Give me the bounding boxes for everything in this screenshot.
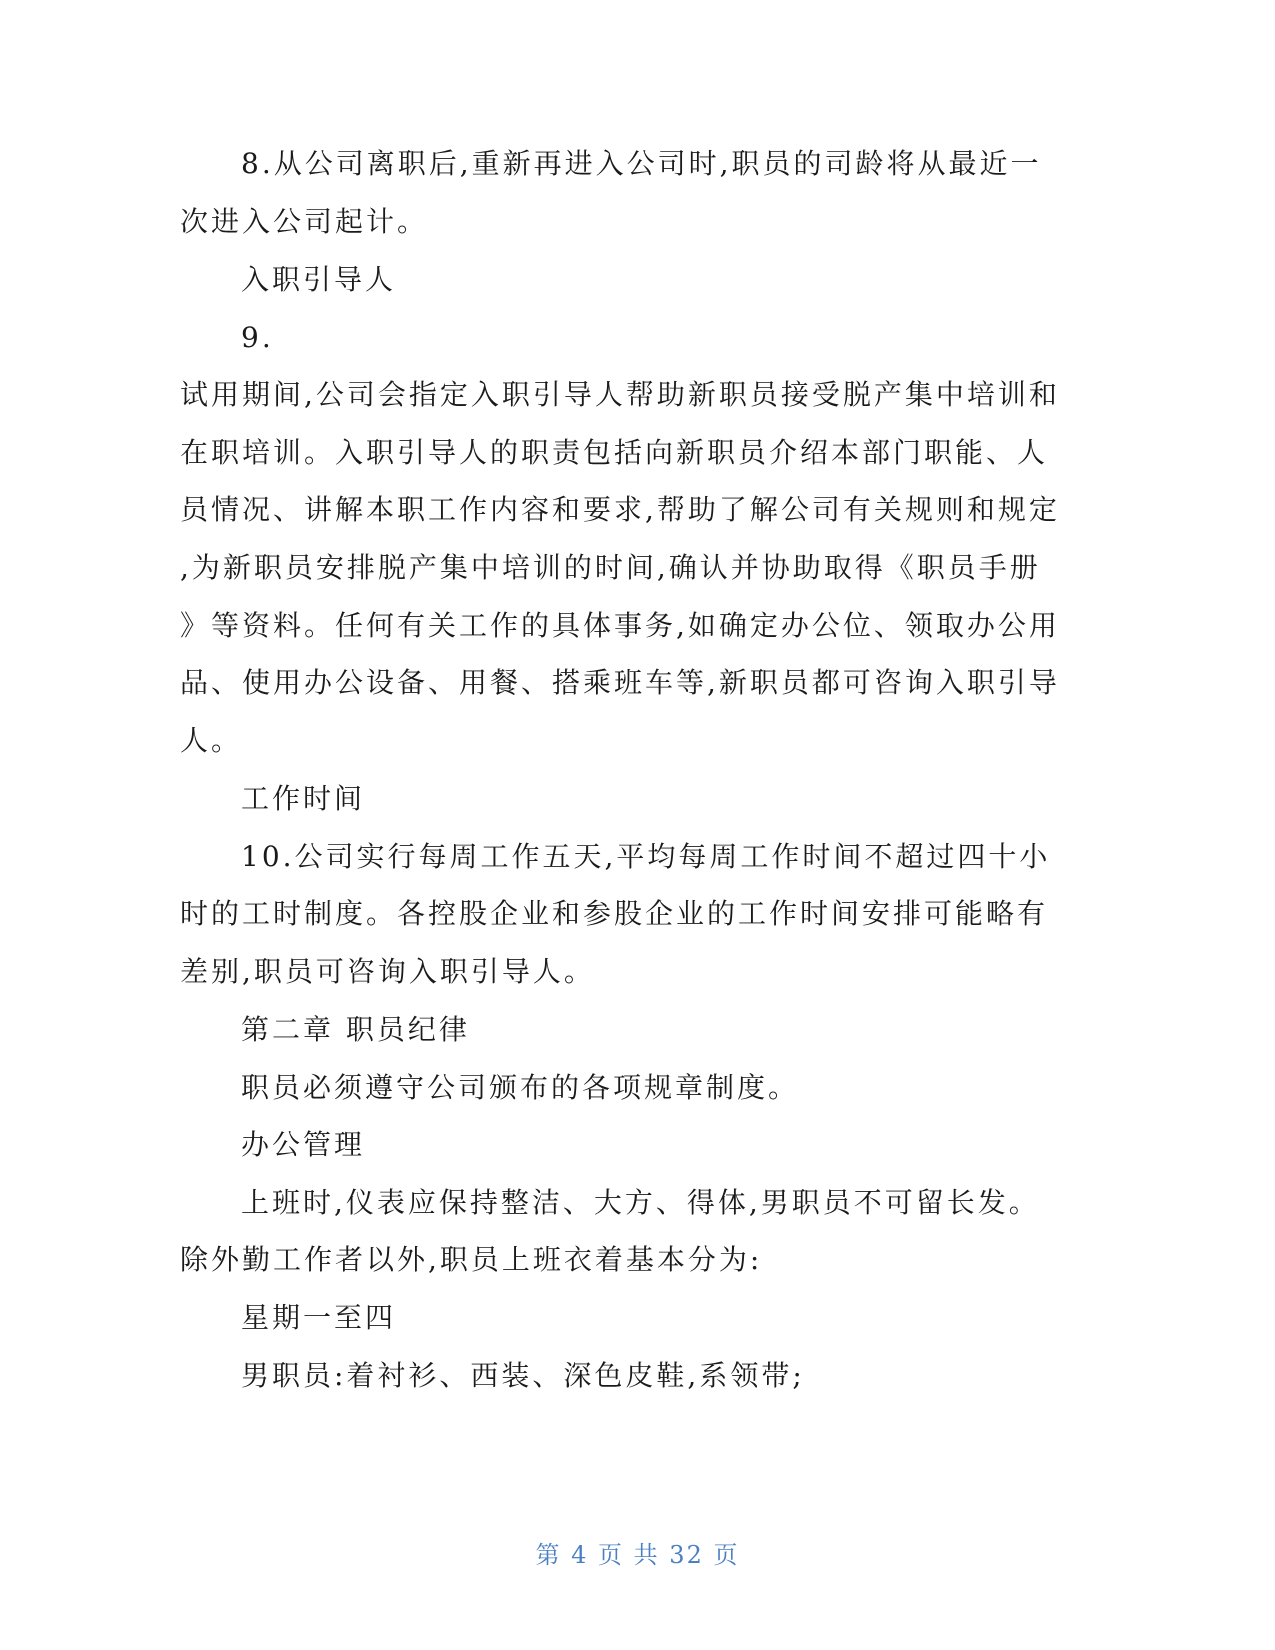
item-number: 9.	[241, 321, 274, 354]
section-heading: 办公管理	[241, 1128, 366, 1161]
section-heading: 入职引导人	[241, 263, 397, 296]
text-line: 除外勤工作者以外,职员上班衣着基本分为:	[180, 1243, 763, 1276]
text-line: 男职员:着衬衫、西装、深色皮鞋,系领带;	[241, 1359, 805, 1392]
text-line: 次进入公司起计。	[180, 205, 429, 238]
text-line: 8.从公司离职后,重新再进入公司时,职员的司龄将从最近一	[241, 147, 1042, 180]
page-number-footer: 第 4 页 共 32 页	[535, 1541, 740, 1569]
text-line: 时的工时制度。各控股企业和参股企业的工作时间安排可能略有	[180, 897, 1049, 930]
text-line: 10.公司实行每周工作五天,平均每周工作时间不超过四十小	[241, 840, 1051, 873]
text-line: 职员必须遵守公司颁布的各项规章制度。	[241, 1071, 800, 1104]
text-line: 试用期间,公司会指定入职引导人帮助新职员接受脱产集中培训和	[180, 378, 1060, 411]
text-line: 》等资料。任何有关工作的具体事务,如确定办公位、领取办公用	[180, 609, 1060, 642]
text-line: 差别,职员可咨询入职引导人。	[180, 955, 595, 988]
section-heading: 工作时间	[241, 782, 366, 815]
text-line: 在职培训。入职引导人的职责包括向新职员介绍本部门职能、人	[180, 436, 1049, 469]
text-line: 星期一至四	[241, 1301, 397, 1334]
chapter-heading: 第二章 职员纪律	[241, 1013, 470, 1046]
text-line: 上班时,仪表应保持整洁、大方、得体,男职员不可留长发。	[241, 1186, 1040, 1219]
text-line: ,为新职员安排脱产集中培训的时间,确认并协助取得《职员手册	[180, 551, 1041, 584]
text-line: 人。	[180, 724, 243, 757]
text-line: 品、使用办公设备、用餐、搭乘班车等,新职员都可咨询入职引导	[180, 666, 1060, 699]
text-line: 员情况、讲解本职工作内容和要求,帮助了解公司有关规则和规定	[180, 493, 1060, 526]
